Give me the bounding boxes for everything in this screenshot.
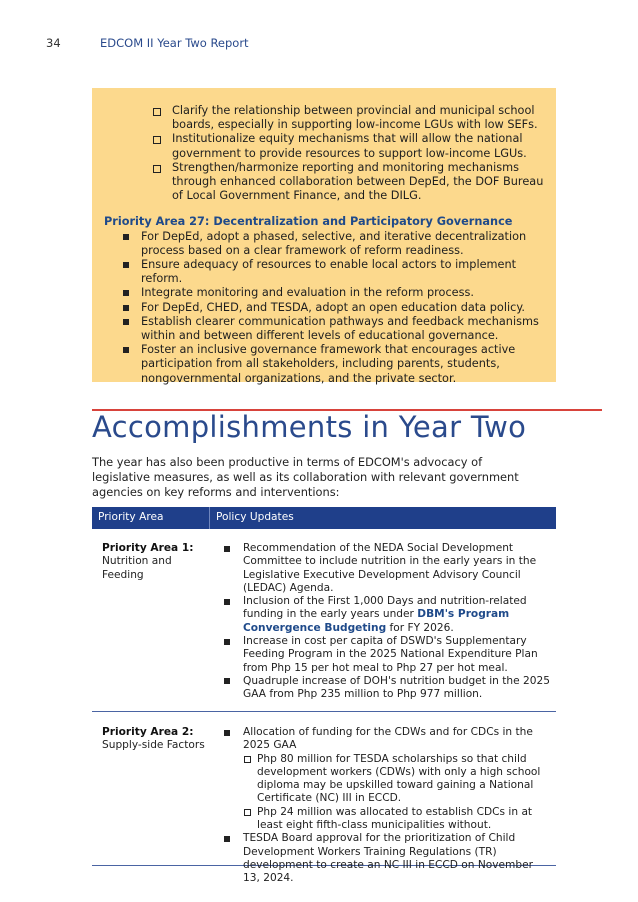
list-item: Ensure adequacy of resources to enable local actors to implement reform.: [121, 258, 546, 286]
table-row: [92, 712, 556, 885]
list-item: Integrate monitoring and evaluation in the reform process.: [121, 286, 546, 300]
list-item: Establish clearer communication pathways and feedback mechanisms within and between different levels of educational governance.: [121, 315, 546, 343]
update-text: Inclusion of the First 1,000 Days and nutrition-related funding in the early years under: [243, 595, 527, 621]
list-item: Strengthen/harmonize reporting and monitoring mechanisms through enhanced collaboration between DepEd, the DOF Bureau of Local Government Finance, and the DILG.: [151, 161, 546, 204]
list-item: Increase in cost per capita of DSWD's Supplementary Feeding Program in the 2025 National Expenditure Plan from Php 15 per hot meal to Php 27 per hot meal.: [222, 635, 550, 675]
recommendation-list: [121, 230, 546, 386]
policy-update-list: [222, 726, 550, 886]
header-priority-area: Priority Area: [98, 511, 164, 524]
running-title: EDCOM II Year Two Report: [100, 36, 249, 50]
table-header: [92, 507, 556, 529]
list-item: Foster an inclusive governance framework that encourages active participation from all stakeholders, including parents, students, nongovernmental organizations, and the private sector.: [121, 343, 546, 386]
list-item: Recommendation of the NEDA Social Development Committee to include nutrition in the early years in the Legislative Executive Development Advisory Council (LEDAC) Agenda.: [222, 542, 550, 595]
list-item: For DepEd, CHED, and TESDA, adopt an open education data policy.: [121, 301, 546, 315]
policy-updates-cell: [209, 542, 556, 711]
priority-area-heading: Priority Area 27: Decentralization and Participatory Governance: [104, 215, 513, 229]
list-item: For DepEd, adopt a phased, selective, and iterative decentralization process based on a clear framework of reform readiness.: [121, 230, 546, 258]
header-policy-updates: Policy Updates: [209, 507, 556, 529]
priority-area-subtitle: Nutrition and Feeding: [102, 555, 172, 581]
section-title: Accomplishments in Year Two: [92, 410, 527, 444]
section-intro: The year has also been productive in terms of EDCOM's advocacy of legislative measures, as well as its collaboration with relevant government agencies on key reforms and interventions:: [92, 455, 519, 500]
list-item: [222, 726, 550, 832]
recommendations-callout: [92, 88, 556, 385]
list-item: Php 80 million for TESDA scholarships so that child development workers (CDWs) with only a high school diploma may be upskilled toward gaining a National Certificate (NC) III in ECCD.: [243, 753, 550, 806]
page-header: [0, 36, 638, 52]
priority-area-cell: [92, 542, 209, 711]
update-text: Allocation of funding for the CDWs and for CDCs in the 2025 GAA: [243, 726, 533, 752]
list-item: TESDA Board approval for the prioritization of Child Development Workers Training Regulations (TR) development to create an NC III in ECCD on November 13, 2024.: [222, 832, 550, 885]
policy-update-list: [222, 542, 550, 702]
highlighted-term: DBM's Program Convergence Budgeting: [243, 608, 510, 634]
table-row: [92, 529, 556, 712]
priority-area-cell: [92, 726, 209, 865]
priority-area-subtitle: Supply-side Factors: [102, 739, 205, 752]
list-item: Php 24 million was allocated to establish CDCs in at least eight fifth-class municipalities without.: [243, 806, 550, 833]
page-number: 34: [46, 36, 61, 50]
priority-area-title: Priority Area 1:: [102, 542, 194, 554]
sub-update-list: [243, 753, 550, 833]
policy-updates-cell: [209, 726, 556, 885]
sub-recommendation-list: [151, 104, 546, 203]
list-item: Quadruple increase of DOH's nutrition budget in the 2025 GAA from Php 235 million to Php 977 million.: [222, 675, 550, 702]
policy-updates-table: [92, 507, 556, 885]
list-item: Clarify the relationship between provincial and municipal school boards, especially in supporting low-income LGUs with low SEFs.: [151, 104, 546, 132]
priority-area-title: Priority Area 2:: [102, 726, 194, 738]
list-item: [222, 595, 550, 635]
list-item: Institutionalize equity mechanisms that will allow the national government to provide resources to support low-income LGUs.: [151, 132, 546, 160]
update-text: for FY 2026.: [386, 621, 454, 634]
